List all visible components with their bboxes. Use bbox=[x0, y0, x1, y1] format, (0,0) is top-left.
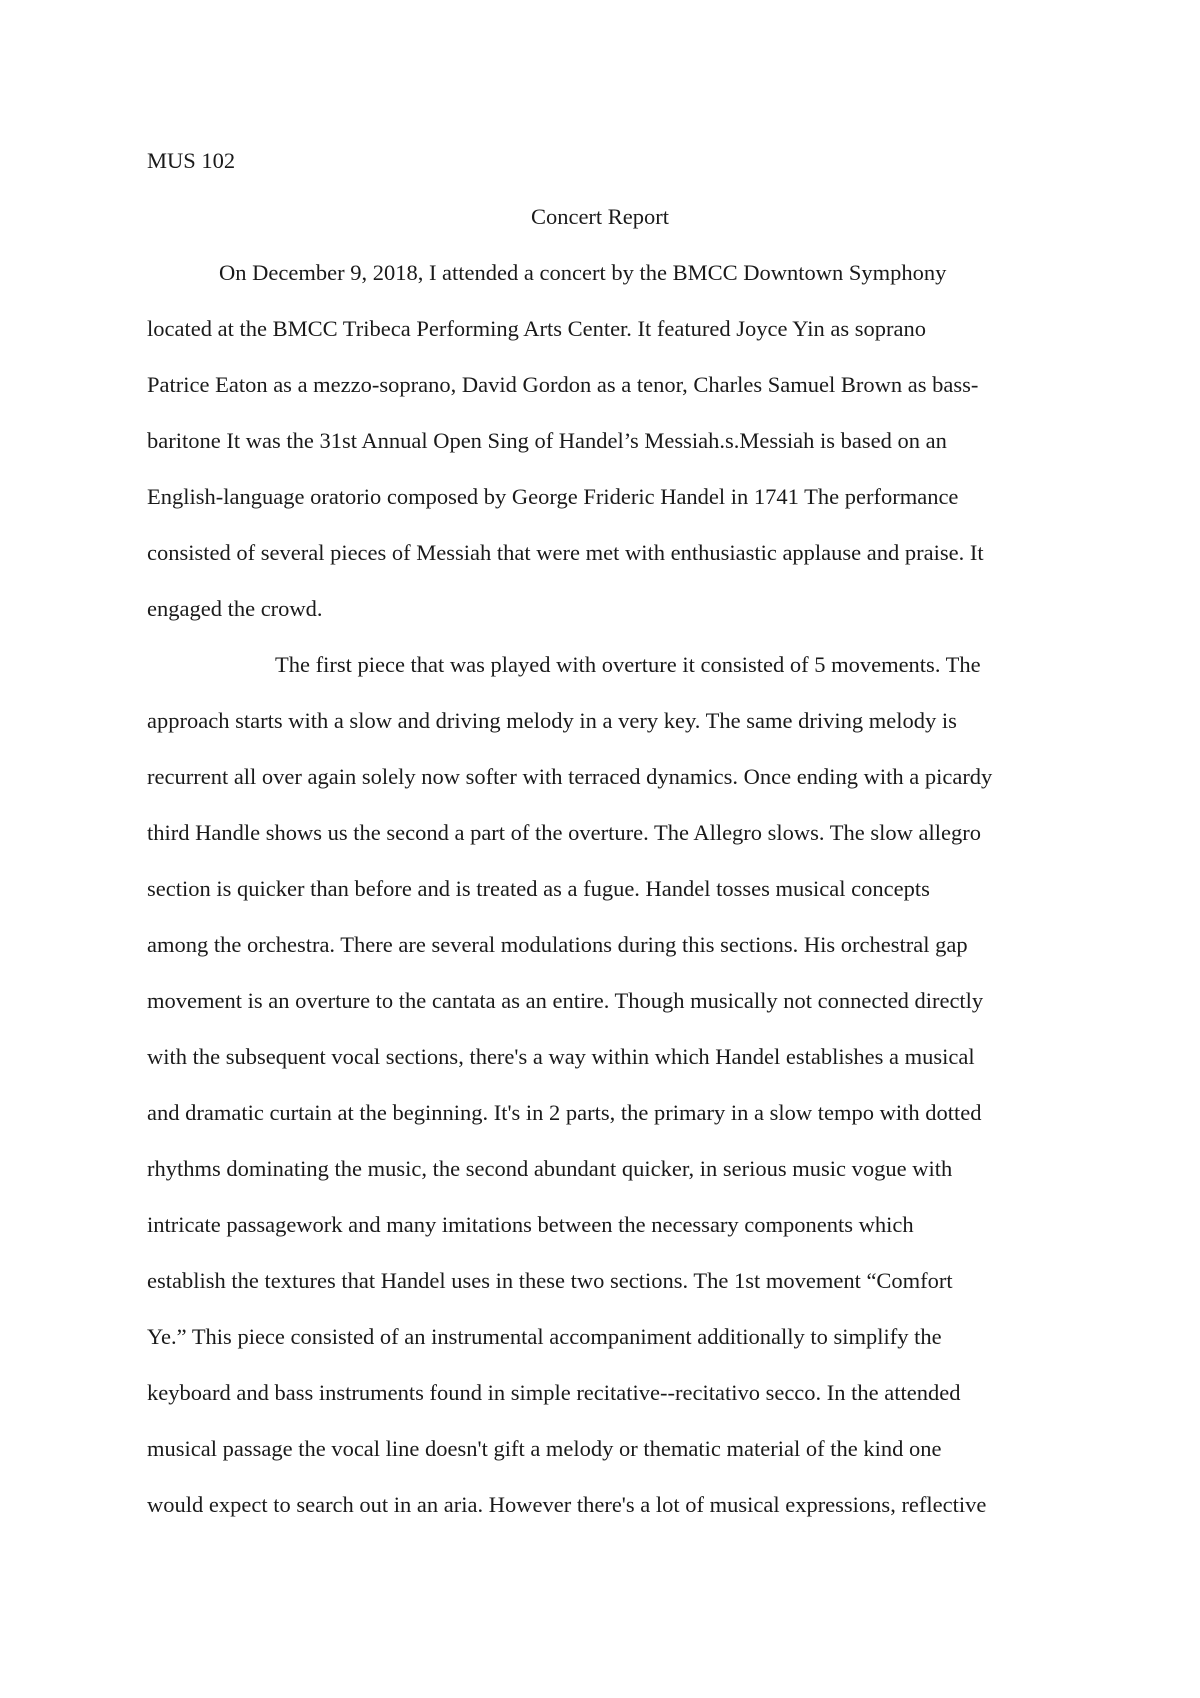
paragraph-line: third Handle shows us the second a part of the overture. The Allegro slows. The slow allegro bbox=[147, 820, 981, 845]
paragraph-line: musical passage the vocal line doesn't gift a melody or thematic material of the kind one bbox=[147, 1436, 942, 1461]
paragraph-line: Ye.” This piece consisted of an instrumental accompaniment additionally to simplify the bbox=[147, 1324, 942, 1349]
paragraph-line: section is quicker than before and is treated as a fugue. Handel tosses musical concepts bbox=[147, 876, 930, 901]
paragraph-line: keyboard and bass instruments found in simple recitative--recitativo secco. In the attended bbox=[147, 1380, 961, 1405]
paragraph-line: establish the textures that Handel uses in these two sections. The 1st movement “Comfort bbox=[147, 1268, 953, 1293]
paragraph-line: would expect to search out in an aria. However there's a lot of musical expressions, reflective bbox=[147, 1492, 987, 1517]
paragraph-line: The first piece that was played with overture it consisted of 5 movements. The bbox=[275, 652, 981, 677]
document-title: Concert Report bbox=[530, 204, 670, 229]
paragraph-line: and dramatic curtain at the beginning. It's in 2 parts, the primary in a slow tempo with dotted bbox=[147, 1100, 982, 1125]
paragraph-line: Patrice Eaton as a mezzo-soprano, David Gordon as a tenor, Charles Samuel Brown as bass- bbox=[147, 372, 979, 397]
course-code: MUS 102 bbox=[147, 148, 236, 173]
paragraph-line: located at the BMCC Tribeca Performing Arts Center. It featured Joyce Yin as soprano bbox=[147, 316, 927, 341]
paragraph-line: baritone It was the 31st Annual Open Sing of Handel’s Messiah.s.Messiah is based on an bbox=[147, 428, 947, 453]
paragraph-line: rhythms dominating the music, the second abundant quicker, in serious music vogue with bbox=[147, 1156, 953, 1181]
paragraph-line: engaged the crowd. bbox=[147, 596, 323, 621]
paragraph-line: approach starts with a slow and driving melody in a very key. The same driving melody is bbox=[147, 708, 957, 733]
paragraph-line: among the orchestra. There are several modulations during this sections. His orchestral gap bbox=[147, 932, 968, 957]
paragraph-line: English-language oratorio composed by George Frideric Handel in 1741 The performance bbox=[147, 484, 959, 509]
paragraph-line: intricate passagework and many imitations between the necessary components which bbox=[147, 1212, 914, 1237]
paragraph-line: On December 9, 2018, I attended a concert by the BMCC Downtown Symphony bbox=[219, 260, 947, 285]
paragraph-line: with the subsequent vocal sections, there's a way within which Handel establishes a musical bbox=[147, 1044, 975, 1069]
paragraph-line: movement is an overture to the cantata as an entire. Though musically not connected directly bbox=[147, 988, 984, 1013]
paragraph-line: consisted of several pieces of Messiah that were met with enthusiastic applause and praise. It bbox=[147, 540, 984, 565]
paragraph-line: recurrent all over again solely now softer with terraced dynamics. Once ending with a picardy bbox=[147, 764, 993, 789]
